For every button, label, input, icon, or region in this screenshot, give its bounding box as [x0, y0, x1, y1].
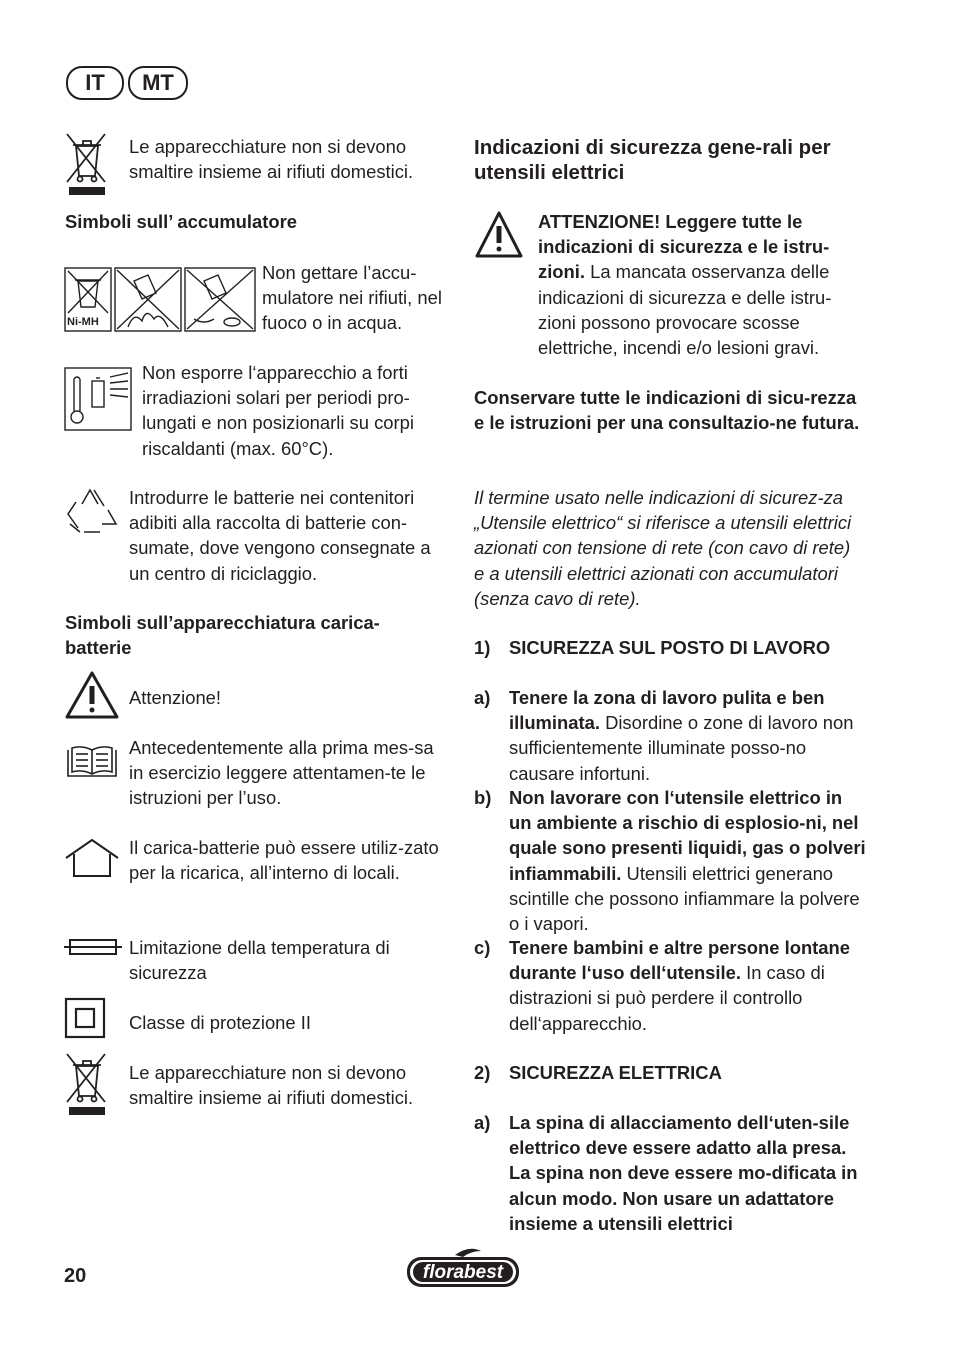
attention-text: Attenzione!	[129, 687, 222, 708]
item-2a	[509, 1110, 869, 1236]
manual-text: Antecedentemente alla prima mes-sa in esercizio leggere attentamen-te le istruzioni per l’uso.	[129, 737, 434, 809]
warning-paragraph	[538, 209, 863, 360]
house-indoor-icon	[64, 838, 120, 878]
warning-rest: La mancata osservanza delle indicazioni di sicurezza e delle istru-zioni possono provocare scosse elettriche, incendi e/o lesioni gravi.	[538, 261, 832, 359]
battery-disposal-text: Non gettare l’accu-mulatore nei rifiuti, nel fuoco o in acqua.	[262, 262, 442, 334]
item-1a-text: Disordine o zone di lavoro non sufficientemente illuminate posso-no causare infortuni.	[509, 712, 854, 784]
lang-badge-mt: MT	[128, 66, 188, 100]
florabest-logo	[405, 1243, 521, 1297]
page-number: 20	[64, 1265, 87, 1287]
warning-triangle-icon	[64, 670, 120, 720]
section-1-number: 1)	[474, 637, 491, 658]
indoor-text: Il carica-batterie può essere utiliz-zato per la ricarica, all’interno di locali.	[129, 837, 439, 884]
item-1a-label: a)	[474, 687, 491, 708]
item-2a-bold: La spina di allacciamento dell‘uten-sile elettrico deve essere adatto alla presa. La spina non deve essere mo-dificata in alcun modo. Non usare un adattatore insieme a utensili elettrici	[509, 1112, 858, 1234]
item-1b-bold: Non lavorare con l‘utensile elettrico in un ambiente a rischio di esplosio-ni, nel quale sono presenti liquidi, gas o polveri infiammabili.	[509, 787, 866, 884]
keep-instructions-text: Conservare tutte le indicazioni di sicu-rezza e le istruzioni per una consultazio-ne futura.	[474, 387, 860, 434]
item-1b-label: b)	[474, 787, 492, 808]
item-1c-text: In caso di distrazioni si può perdere il controllo dell‘apparecchio.	[509, 962, 825, 1034]
thermal-fuse-icon	[64, 938, 122, 956]
heat-warning-text: Non esporre l‘apparecchio a forti irradiazioni solari per periodi pro-lungati e non posizionarli su corpi riscaldanti (max. 60°C).	[142, 362, 414, 459]
item-1b	[509, 785, 869, 936]
recycling-text: Introdurre le batterie nei contenitori adibiti alla raccolta di batterie con-sumate, dove vengono consegnate a un centro di riciclaggio.	[129, 487, 431, 584]
lang-badge-it: IT	[66, 66, 124, 100]
warning-bold: ATTENZIONE! Leggere tutte le indicazioni di sicurezza e le istru-zioni.	[538, 211, 830, 283]
item-1c-label: c)	[474, 937, 491, 958]
item-1a-bold: Tenere la zona di lavoro pulita e ben illuminata.	[509, 687, 825, 734]
item-1c	[509, 935, 869, 1036]
weee-bottom-text: Le apparecchiature non si devono smaltire insieme ai rifiuti domestici.	[129, 1062, 414, 1109]
section-2-number: 2)	[474, 1062, 491, 1083]
brand-text: florabest	[422, 1262, 504, 1283]
warning-triangle-icon	[474, 210, 524, 260]
weee-top-text: Le apparecchiature non si devono smaltire insieme ai rifiuti domestici.	[129, 136, 414, 183]
fuse-text: Limitazione della temperatura di sicurezza	[129, 937, 390, 984]
heat-sun-icon	[64, 367, 134, 433]
crossed-bin-icon	[64, 1052, 110, 1118]
charger-symbols-heading: Simboli sull’apparecchiatura carica-batterie	[65, 612, 380, 659]
definition-text: Il termine usato nelle indicazioni di sicurez-za „Utensile elettrico“ si riferisce a utensili elettrici azionati con tensione di rete (con cavo di rete) e a utensili elettrici azionati con accumulatori (senza cavo di rete).	[474, 487, 852, 609]
item-1a	[509, 685, 869, 786]
item-1c-bold: Tenere bambini e altre persone lontane durante l‘uso dell‘utensile.	[509, 937, 850, 984]
nimh-label: Ni-MH	[67, 316, 99, 328]
safety-title: Indicazioni di sicurezza gene-rali per utensili elettrici	[474, 136, 831, 184]
class2-text: Classe di protezione II	[129, 1012, 311, 1033]
protection-class-2-icon	[64, 997, 106, 1039]
section-2-title: SICUREZZA ELETTRICA	[509, 1062, 722, 1083]
section-1-title: SICUREZZA SUL POSTO DI LAVORO	[509, 637, 831, 658]
battery-symbols-heading: Simboli sull’ accumulatore	[65, 211, 297, 232]
item-2a-label: a)	[474, 1112, 491, 1133]
crossed-bin-icon	[64, 132, 110, 198]
manual-book-icon	[64, 744, 120, 780]
item-1b-text: Utensili elettrici generano scintille che possono infiammare la polvere o i vapori.	[509, 862, 860, 935]
recycle-icon	[64, 484, 120, 538]
